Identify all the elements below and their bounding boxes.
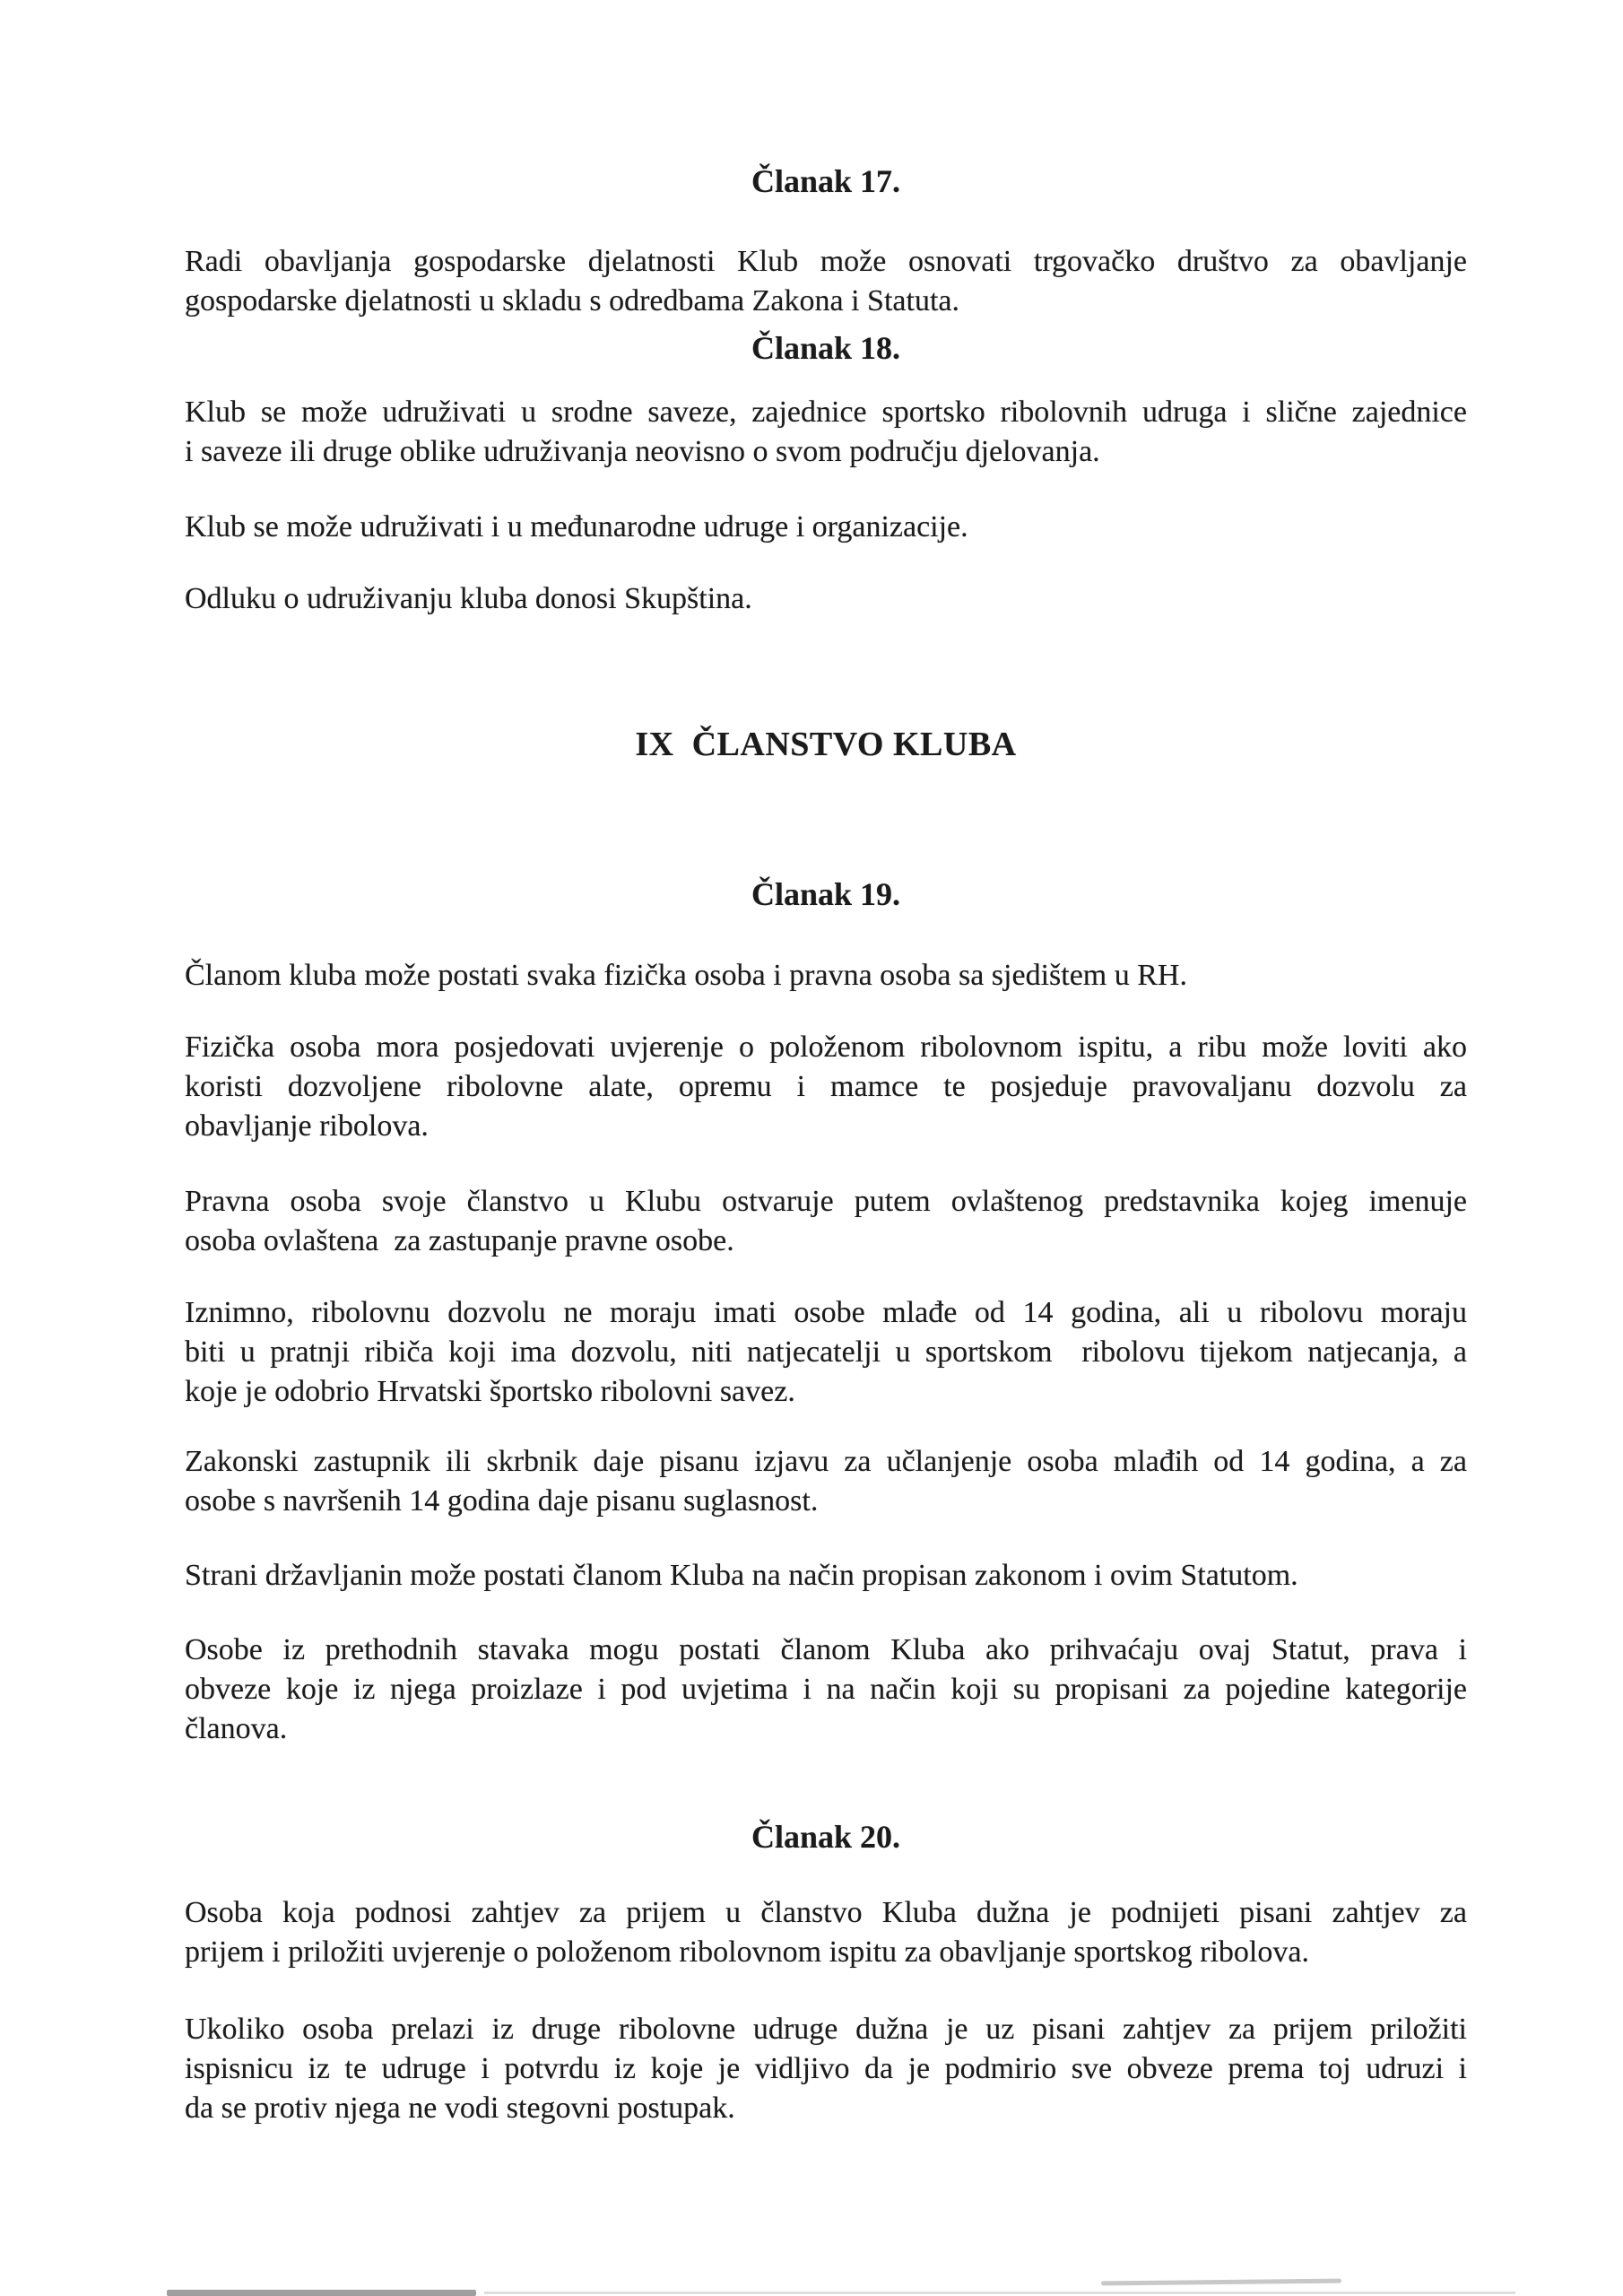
text-line: Fizička osoba mora posjedovati uvjerenje o položenom ribolovnom ispitu, a ribu može loviti ako xyxy=(185,1031,1467,1064)
article-19-paragraph-6 xyxy=(185,1556,1467,1596)
document-content xyxy=(185,0,1467,2128)
text-line: Iznimno, ribolovnu dozvolu ne moraju imati osobe mlađe od 14 godina, ali u ribolovu moraju xyxy=(185,1296,1467,1329)
article-19-paragraph-1 xyxy=(185,956,1467,996)
text-line: prijem i priložiti uvjerenje o položenom ribolovnom ispitu za obavljanje sportskog ribolova. xyxy=(185,1935,1309,1969)
article-18-paragraph-1 xyxy=(185,393,1467,472)
text-line: Radi obavljanja gospodarske djelatnosti Klub može osnovati trgovačko društvo za obavljanje xyxy=(185,245,1467,278)
article-18-heading: Članak 18. xyxy=(751,330,901,366)
section-9-heading: IX ČLANSTVO KLUBA xyxy=(635,726,1017,763)
text-line: Klub se može udruživati u srodne saveze, zajednice sportsko ribolovnih udruga i slične zajednice xyxy=(185,396,1467,429)
text-line: da se protiv njega ne vodi stegovni postupak. xyxy=(185,2092,735,2125)
text-line: Odluku o udruživanju kluba donosi Skupština. xyxy=(185,582,752,615)
article-17-heading: Članak 17. xyxy=(751,163,901,199)
text-line: obavljanje ribolova. xyxy=(185,1109,429,1143)
text-line: Osoba koja podnosi zahtjev za prijem u članstvo Kluba dužna je podnijeti pisani zahtjev za xyxy=(185,1896,1467,1929)
article-19-paragraph-5 xyxy=(185,1442,1467,1521)
text-line: Ukoliko osoba prelazi iz druge ribolovne udruge dužna je uz pisani zahtjev za prijem priložiti xyxy=(185,2013,1467,2046)
text-line: Zakonski zastupnik ili skrbnik daje pisanu izjavu za učlanjenje osoba mlađih od 14 godina, a za xyxy=(185,1445,1467,1478)
text-line: osobe s navršenih 14 godina daje pisanu suglasnost. xyxy=(185,1484,819,1518)
article-20-paragraph-2 xyxy=(185,2010,1467,2128)
article-19-heading: Članak 19. xyxy=(751,876,901,912)
article-18-paragraph-3 xyxy=(185,579,1467,619)
scan-artifact-bottom-streak xyxy=(484,2292,1515,2294)
article-19-paragraph-4 xyxy=(185,1293,1467,1412)
text-line: Strani državljanin može postati članom Kluba na način propisan zakonom i ovim Statutom. xyxy=(185,1559,1298,1592)
text-line: koristi dozvoljene ribolovne alate, opremu i mamce te posjeduje pravovaljanu dozvolu za xyxy=(185,1070,1467,1103)
scan-artifact-bottom-right xyxy=(1101,2279,1341,2286)
text-line: članova. xyxy=(185,1712,288,1745)
text-line: Članom kluba može postati svaka fizička osoba i pravna osoba sa sjedištem u RH. xyxy=(185,959,1187,992)
article-20-heading: Članak 20. xyxy=(751,1819,901,1855)
text-line: koje je odobrio Hrvatski športsko ribolovni savez. xyxy=(185,1375,795,1408)
text-line: i saveze ili druge oblike udruživanja neovisno o svom području djelovanja. xyxy=(185,435,1100,468)
article-20-paragraph-1 xyxy=(185,1893,1467,1972)
text-line: biti u pratnji ribiča koji ima dozvolu, niti natjecatelji u sportskom ribolovu tijekom natjecanja, a xyxy=(185,1335,1467,1369)
text-line: Pravna osoba svoje članstvo u Klubu ostvaruje putem ovlaštenog predstavnika kojeg imenuje xyxy=(185,1185,1467,1218)
text-line: osoba ovlaštena za zastupanje pravne osobe. xyxy=(185,1224,734,1257)
text-line: Klub se može udruživati i u međunarodne udruge i organizacije. xyxy=(185,510,968,544)
scan-artifact-bottom-left xyxy=(167,2290,476,2296)
article-19-paragraph-3 xyxy=(185,1182,1467,1261)
article-18-paragraph-2 xyxy=(185,508,1467,547)
article-17-paragraph-1 xyxy=(185,242,1467,321)
article-19-paragraph-2 xyxy=(185,1028,1467,1146)
text-line: gospodarske djelatnosti u skladu s odredbama Zakona i Statuta. xyxy=(185,284,959,317)
text-line: Osobe iz prethodnih stavaka mogu postati članom Kluba ako prihvaćaju ovaj Statut, prava i xyxy=(185,1633,1467,1666)
article-19-paragraph-7 xyxy=(185,1631,1467,1749)
text-line: obveze koje iz njega proizlaze i pod uvjetima i na način koji su propisani za pojedine kategorije xyxy=(185,1673,1467,1706)
text-line: ispisnicu iz te udruge i potvrdu iz koje je vidljivo da je podmirio sve obveze prema toj udruzi i xyxy=(185,2052,1467,2085)
